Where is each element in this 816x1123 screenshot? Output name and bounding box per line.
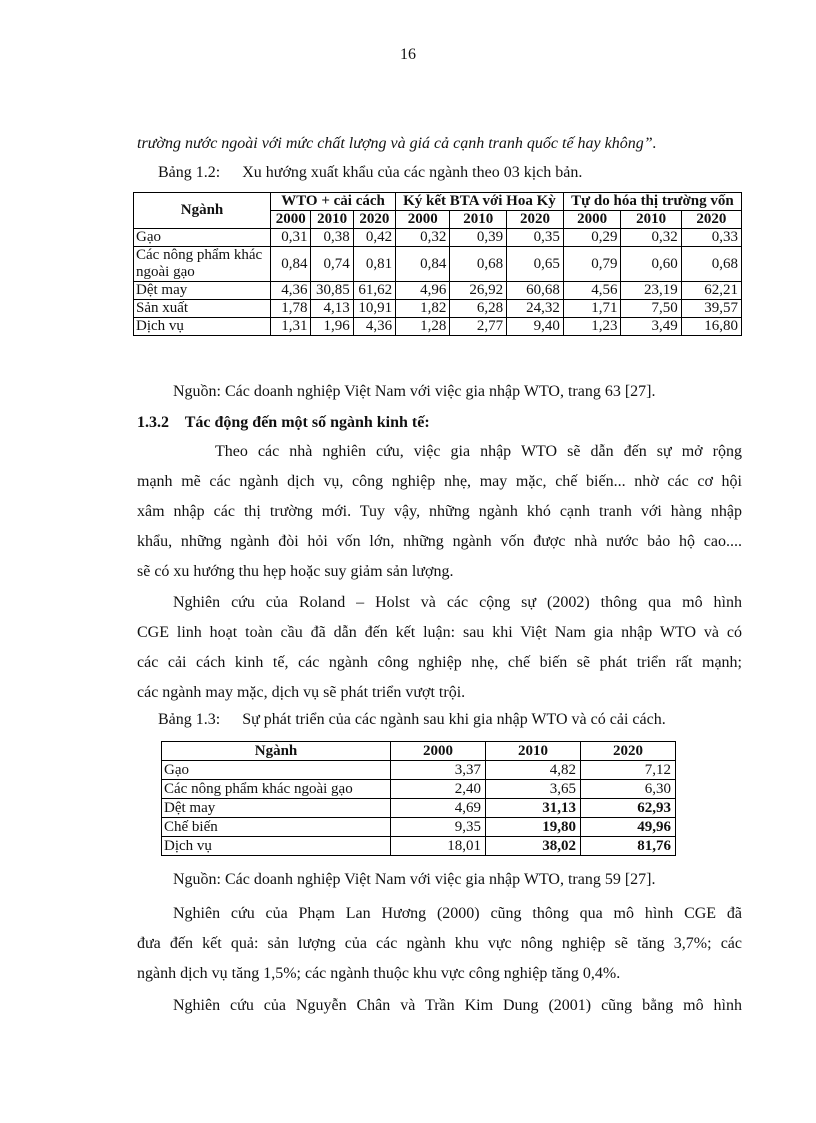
table-row (134, 229, 742, 247)
table-row (134, 318, 742, 336)
section-heading (137, 413, 742, 433)
paragraph-line: các ngành may mặc, dịch vụ sẽ phát triển vượt trội. (137, 684, 466, 701)
paragraph-line: ngành dịch vụ tăng 1,5%; các ngành thuộc khu vực công nghiệp tăng 0,4%. (137, 965, 621, 982)
table1-year-header: 2000 (563, 211, 621, 229)
table1-scenario-header: WTO + cải cách (271, 193, 396, 211)
table1-year-header: 2000 (396, 211, 450, 229)
table2-value-cell: 31,13 (486, 799, 581, 818)
table2-sector-cell: Dịch vụ (162, 837, 391, 856)
table1-value-cell: 0,84 (396, 247, 450, 282)
table2-value-cell: 3,37 (391, 761, 486, 780)
paragraph-line: khẩu, những ngành đòi hỏi vốn lớn, những ngành vốn được nhà nước bảo hộ cao.... (137, 533, 742, 550)
table1-value-cell: 39,57 (681, 300, 741, 318)
table1-value-cell: 23,19 (621, 282, 681, 300)
table-row (162, 761, 676, 780)
paragraph-line: mạnh mẽ các ngành dịch vụ, công nghiệp nhẹ, may mặc, chế biến... nhờ các cơ hội (137, 473, 742, 490)
table1-value-cell: 0,74 (311, 247, 353, 282)
table1-value-cell: 0,32 (396, 229, 450, 247)
table2-year-header: 2020 (581, 742, 676, 761)
table1-caption (158, 164, 582, 182)
table2-value-cell: 49,96 (581, 818, 676, 837)
table1-value-cell: 0,68 (450, 247, 507, 282)
table-row (162, 799, 676, 818)
table1-source: Nguồn: Các doanh nghiệp Việt Nam với việc gia nhập WTO, trang 63 [27]. (173, 383, 656, 400)
table1-sector-cell: Dịch vụ (134, 318, 271, 336)
table-row (134, 247, 742, 282)
table2-value-cell: 19,80 (486, 818, 581, 837)
table2-value-cell: 3,65 (486, 780, 581, 799)
table-row (162, 780, 676, 799)
paragraph-line: Nghiên cứu của Nguyễn Chân và Trần Kim Dung (2001) cũng bằng mô hình (173, 997, 742, 1014)
table2-caption-label: Bảng 1.3: (158, 711, 221, 728)
section-title: Tác động đến một số ngành kinh tế: (184, 414, 430, 431)
table1-year-header: 2020 (507, 211, 564, 229)
sector-growth-table (161, 741, 676, 856)
table1-value-cell: 6,28 (450, 300, 507, 318)
paragraph-line: đưa đến kết quả: sản lượng của các ngành khu vực nông nghiệp sẽ tăng 3,7%; các (137, 935, 742, 952)
table2-value-cell: 62,93 (581, 799, 676, 818)
table1-scenario-header: Tự do hóa thị trường vốn (563, 193, 741, 211)
table1-value-cell: 61,62 (353, 282, 395, 300)
table1-sector-cell: Sản xuất (134, 300, 271, 318)
table1-value-cell: 0,35 (507, 229, 564, 247)
table1-value-cell: 60,68 (507, 282, 564, 300)
table1-sector-cell: Gạo (134, 229, 271, 247)
intro-line: trường nước ngoài với mức chất lượng và giá cả cạnh tranh quốc tế hay không”. (137, 135, 657, 152)
table1-value-cell: 1,78 (271, 300, 311, 318)
table1-value-cell: 0,31 (271, 229, 311, 247)
paragraph-line: các cải cách kinh tế, các ngành công nghiệp nhẹ, chế biến sẽ phát triển rất mạnh; (137, 654, 742, 671)
table2-sector-cell: Gạo (162, 761, 391, 780)
table2-value-cell: 4,69 (391, 799, 486, 818)
table1-value-cell: 0,68 (681, 247, 741, 282)
paragraph-line: Nghiên cứu của Roland – Holst và các cộng sự (2002) thông qua mô hình (173, 594, 742, 611)
table2-year-header: 2010 (486, 742, 581, 761)
table2-caption-text: Sự phát triển của các ngành sau khi gia nhập WTO và có cải cách. (242, 711, 666, 728)
table1-value-cell: 0,60 (621, 247, 681, 282)
table1-value-cell: 16,80 (681, 318, 741, 336)
table1-value-cell: 0,79 (563, 247, 621, 282)
table1-value-cell: 4,13 (311, 300, 353, 318)
table2-value-cell: 9,35 (391, 818, 486, 837)
table1-value-cell: 4,56 (563, 282, 621, 300)
table1-year-header: 2000 (271, 211, 311, 229)
table1-header-sector: Ngành (134, 193, 271, 229)
table1-value-cell: 0,33 (681, 229, 741, 247)
paragraph-line: Nghiên cứu của Phạm Lan Hương (2000) cũng thông qua mô hình CGE đã (173, 905, 742, 922)
table1-scenario-header: Ký kết BTA với Hoa Kỳ (396, 193, 564, 211)
table2-value-cell: 2,40 (391, 780, 486, 799)
table1-value-cell: 26,92 (450, 282, 507, 300)
table1-year-header: 2020 (353, 211, 395, 229)
table1-value-cell: 4,36 (271, 282, 311, 300)
table1-value-cell: 0,32 (621, 229, 681, 247)
table2-value-cell: 4,82 (486, 761, 581, 780)
table-row (134, 282, 742, 300)
table1-value-cell: 0,42 (353, 229, 395, 247)
table1-year-header: 2010 (621, 211, 681, 229)
table1-sector-cell: Dệt may (134, 282, 271, 300)
table1-value-cell: 0,29 (563, 229, 621, 247)
table2-sector-cell: Chế biến (162, 818, 391, 837)
table1-value-cell: 30,85 (311, 282, 353, 300)
table1-year-header: 2010 (450, 211, 507, 229)
export-trend-table (133, 192, 742, 336)
table1-value-cell: 1,71 (563, 300, 621, 318)
table1-value-cell: 0,84 (271, 247, 311, 282)
paragraph-line: CGE linh hoạt toàn cầu đã dẫn đến kết luận: sau khi Việt Nam gia nhập WTO và có (137, 624, 742, 641)
table1-value-cell: 0,39 (450, 229, 507, 247)
table2-value-cell: 18,01 (391, 837, 486, 856)
table1-caption-text: Xu hướng xuất khẩu của các ngành theo 03 kịch bản. (242, 164, 583, 181)
table2-value-cell: 7,12 (581, 761, 676, 780)
table1-value-cell: 7,50 (621, 300, 681, 318)
table1-value-cell: 0,81 (353, 247, 395, 282)
table1-sector-cell: Các nông phẩm khác ngoài gạo (134, 247, 271, 282)
table2-source: Nguồn: Các doanh nghiệp Việt Nam với việc gia nhập WTO, trang 59 [27]. (173, 871, 656, 888)
table1-value-cell: 9,40 (507, 318, 564, 336)
table2-year-header: 2000 (391, 742, 486, 761)
table1-year-header: 2020 (681, 211, 741, 229)
table2-value-cell: 6,30 (581, 780, 676, 799)
table-row (162, 837, 676, 856)
table1-value-cell: 2,77 (450, 318, 507, 336)
paragraph-line: sẽ có xu hướng thu hẹp hoặc suy giảm sản lượng. (137, 563, 454, 580)
section-number: 1.3.2 (137, 414, 169, 431)
paragraph-line: Theo các nhà nghiên cứu, việc gia nhập WTO sẽ dẫn đến sự mở rộng (215, 443, 742, 460)
table2-sector-cell: Các nông phẩm khác ngoài gạo (162, 780, 391, 799)
table1-value-cell: 1,28 (396, 318, 450, 336)
table1-value-cell: 1,82 (396, 300, 450, 318)
page-number: 16 (400, 46, 416, 63)
table1-value-cell: 4,36 (353, 318, 395, 336)
table2-sector-cell: Dệt may (162, 799, 391, 818)
table1-value-cell: 3,49 (621, 318, 681, 336)
table1-value-cell: 0,38 (311, 229, 353, 247)
table1-caption-label: Bảng 1.2: (158, 164, 221, 181)
table1-value-cell: 62,21 (681, 282, 741, 300)
table1-year-header: 2010 (311, 211, 353, 229)
table2-caption (158, 711, 666, 729)
table1-value-cell: 1,23 (563, 318, 621, 336)
table1-value-cell: 4,96 (396, 282, 450, 300)
paragraph-line: xâm nhập các thị trường mới. Tuy vậy, những ngành khó cạnh tranh với hàng nhập (137, 503, 742, 520)
table2-value-cell: 38,02 (486, 837, 581, 856)
table1-value-cell: 24,32 (507, 300, 564, 318)
table-row (162, 818, 676, 837)
table1-value-cell: 0,65 (507, 247, 564, 282)
table2-value-cell: 81,76 (581, 837, 676, 856)
table1-value-cell: 1,31 (271, 318, 311, 336)
table1-value-cell: 1,96 (311, 318, 353, 336)
table-row (134, 300, 742, 318)
table1-value-cell: 10,91 (353, 300, 395, 318)
table2-header-sector: Ngành (162, 742, 391, 761)
